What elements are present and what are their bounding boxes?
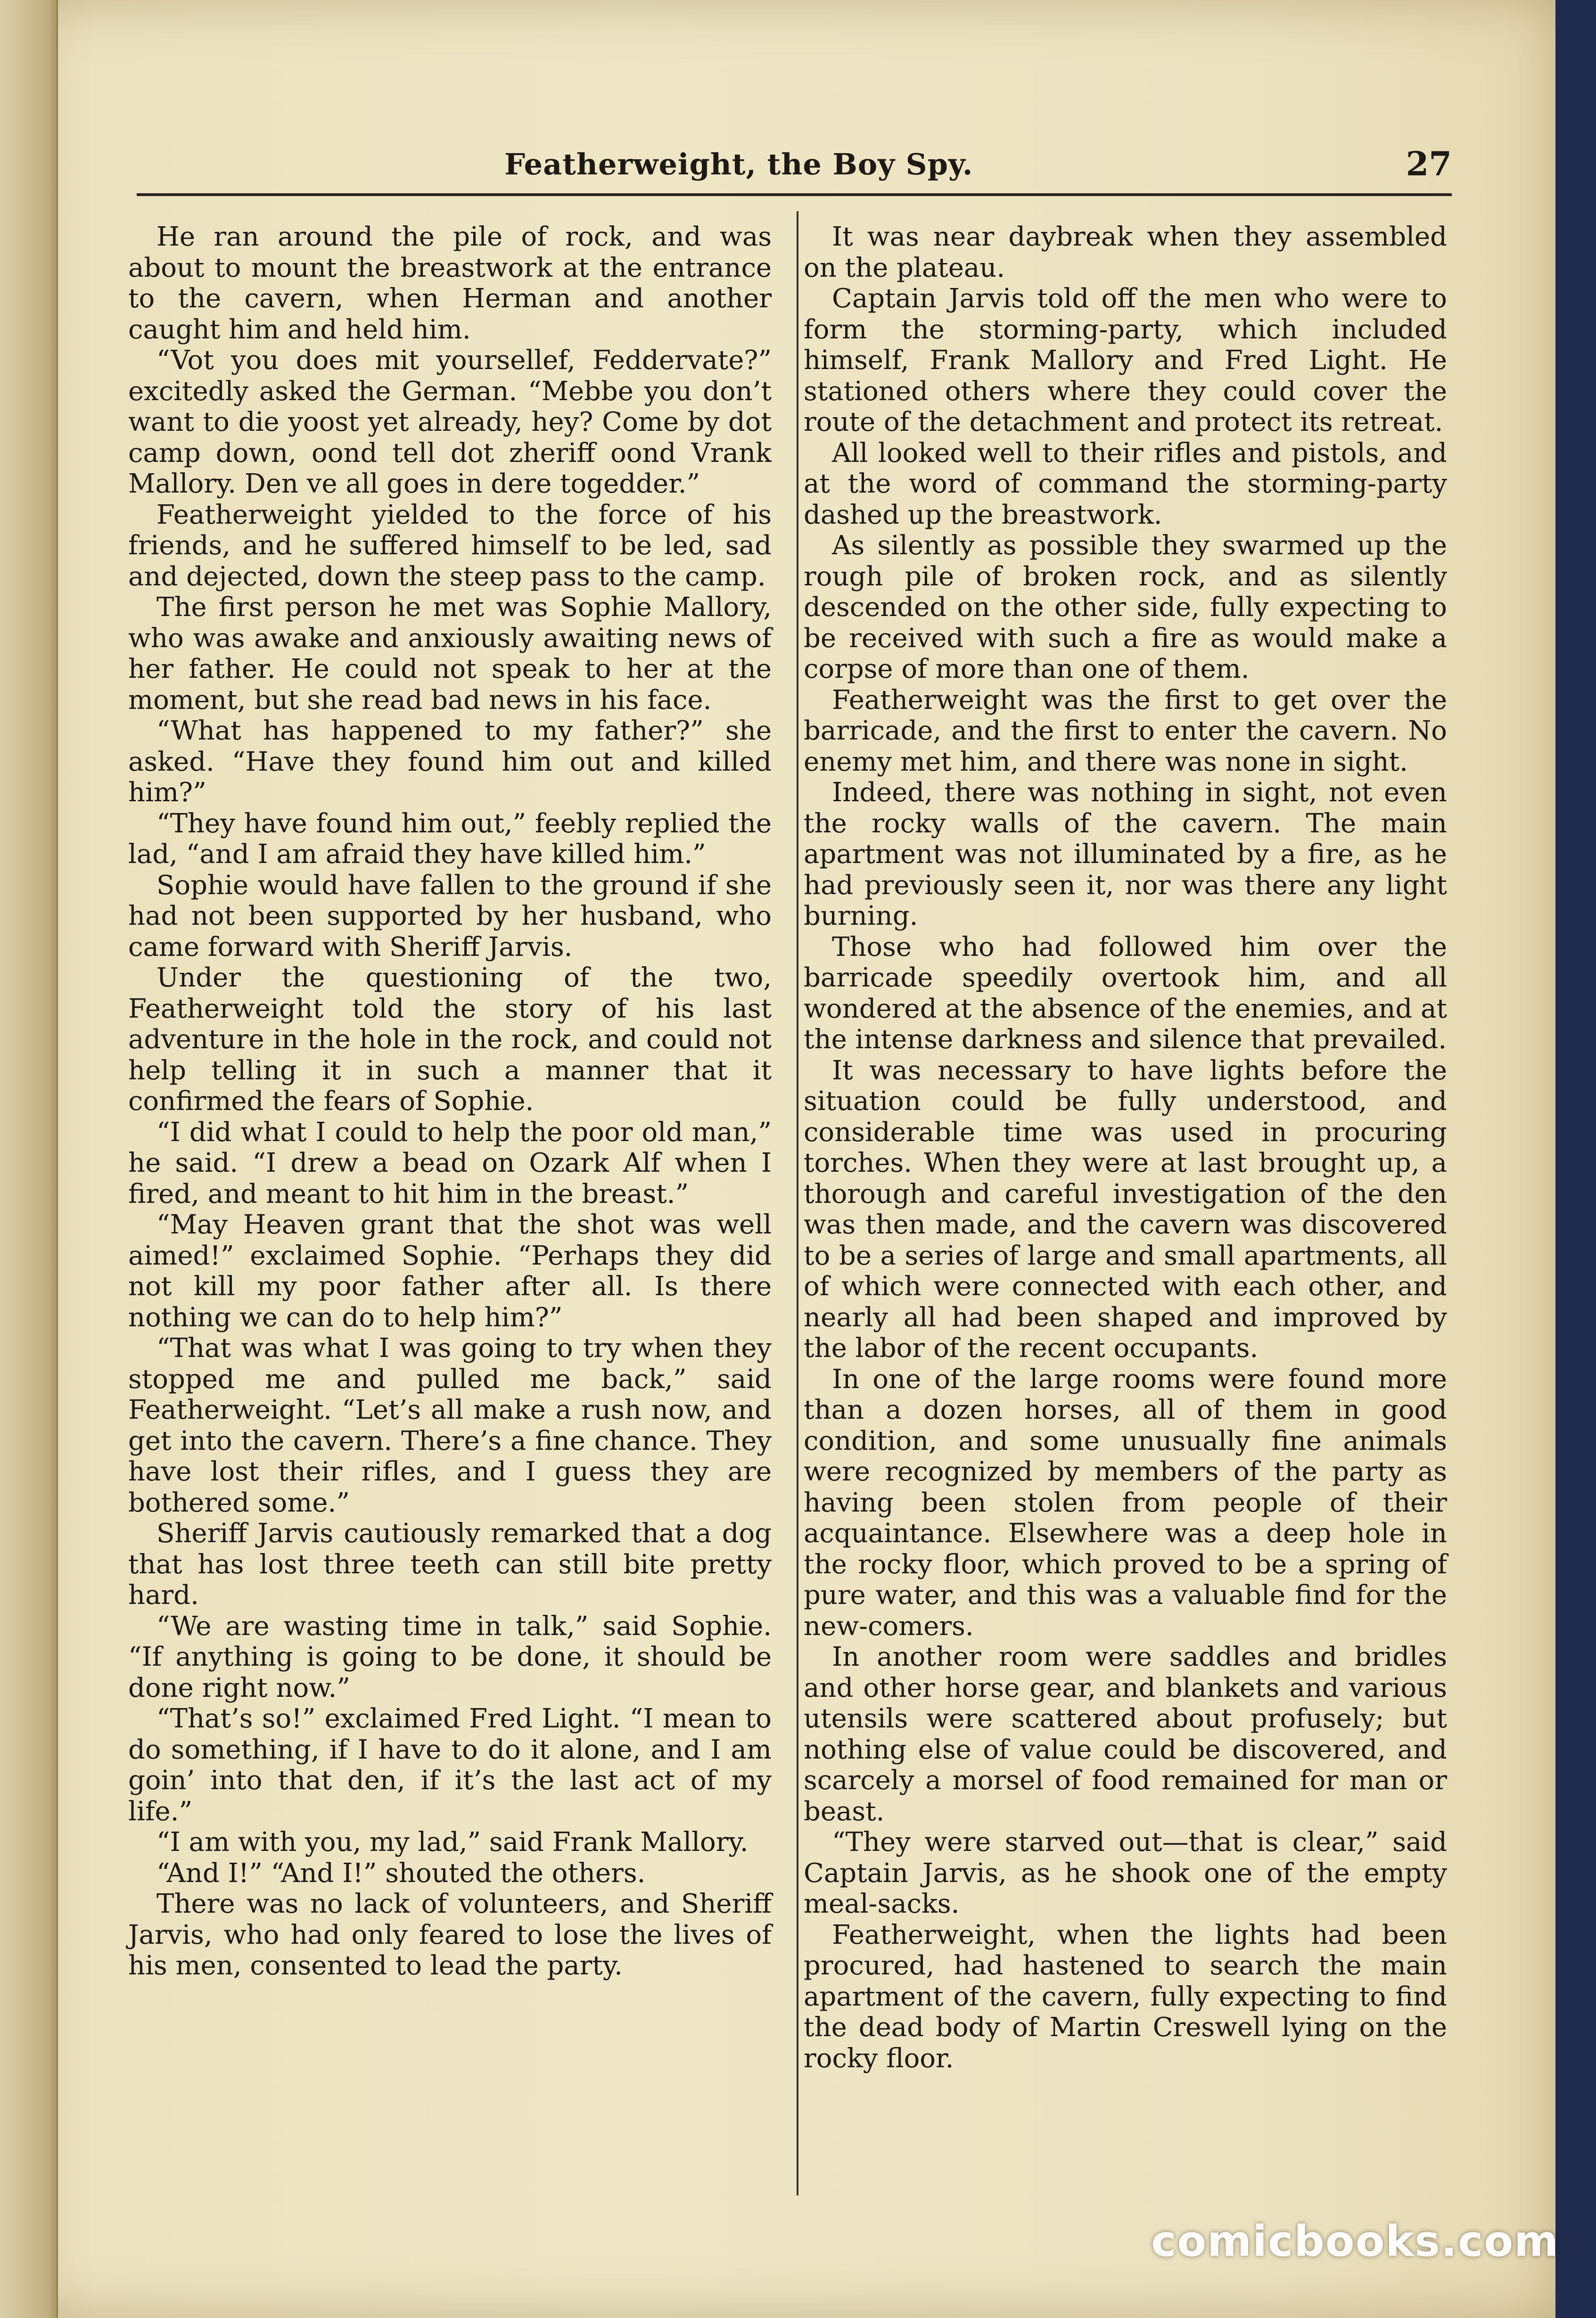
- paragraph: All looked well to their rifles and pistols, and at the word of command the storming-party dashed up the breastwork.: [804, 437, 1447, 530]
- right-column: [804, 222, 1447, 2192]
- paragraph: In one of the large rooms were found more than a dozen horses, all of them in good condition, and some unusually fine animals were recognized by members of the party as having been stolen from people of their acquaintance. Elsewhere was a deep hole in the rocky floor, which proved to be a spring of pure water, and this was a valuable find for the new-comers.: [804, 1364, 1447, 1642]
- paragraph: “I am with you, my lad,” said Frank Mallory.: [156, 1827, 749, 1858]
- paragraph: As silently as possible they swarmed up the rough pile of broken rock, and as silently descended on the other side, fully expecting to be received with such a fire as would make a corpse of more than one of them.: [804, 530, 1447, 684]
- paragraph: Sophie would have fallen to the ground if she had not been supported by her husband, who came forward with Sheriff Jarvis.: [128, 870, 772, 962]
- paragraph: Featherweight was the first to get over the barricade, and the first to enter the cavern. No enemy met him, and there was none in sight.: [804, 684, 1447, 777]
- paragraph: Those who had followed him over the barricade speedily overtook him, and all wondered at the absence of the enemies, and at the intense darkness and silence that prevailed.: [804, 931, 1447, 1055]
- paragraph: “I did what I could to help the poor old man,” he said. “I drew a bead on Ozark Alf when I fired, and meant to hit him in the breast.”: [128, 1117, 772, 1209]
- paragraph: It was necessary to have lights before the situation could be fully understood, and considerable time was used in procuring torches. When they were at last brought up, a thorough and careful investigation of the den was then made, and the cavern was discovered to be a series of large and small apartments, all of which were connected with each other, and nearly all had been shaped and improved by the labor of the recent occupants.: [804, 1055, 1447, 1364]
- paragraph: There was no lack of volunteers, and Sheriff Jarvis, who had only feared to lose the lives of his men, consented to lead the party.: [128, 1889, 772, 1981]
- paragraph: It was near daybreak when they assembled on the plateau.: [804, 222, 1447, 283]
- paragraph: Featherweight, when the lights had been procured, had hastened to search the main apartment of the cavern, fully expecting to find the dead body of Martin Creswell lying on the rocky floor.: [804, 1919, 1447, 2074]
- paragraph: “What has happened to my father?” she asked. “Have they found him out and killed him?”: [128, 715, 772, 808]
- paragraph: “Vot you does mit yoursellef, Feddervate?” excitedly asked the German. “Mebbe you don’t want to die yoost yet already, hey? Come by dot camp down, oond tell dot zheriff oond Vrank Mallory. Den ve all goes in dere togedder.”: [128, 345, 772, 499]
- paragraph: In another room were saddles and bridles and other horse gear, and blankets and various utensils were scattered about profusely; but nothing else of value could be discovered, and scarcely a morsel of food remained for man or beast.: [804, 1642, 1447, 1827]
- column-divider: [797, 211, 798, 2195]
- paragraph: He ran around the pile of rock, and was about to mount the breastwork at the entrance to the cavern, when Herman and another caught him and held him.: [128, 222, 772, 345]
- left-column: [128, 222, 772, 2192]
- page-number: 27: [1406, 144, 1452, 183]
- running-title: Featherweight, the Boy Spy.: [504, 147, 973, 181]
- paragraph: “They have found him out,” feebly replied the lad, “and I am afraid they have killed him.”: [128, 808, 772, 870]
- paragraph: “That was what I was going to try when they stopped me and pulled me back,” said Featherweight. “Let’s all make a rush now, and get into the cavern. There’s a fine chance. They have lost their rifles, and I guess they are bothered some.”: [128, 1333, 772, 1518]
- paragraph: The first person he met was Sophie Mallory, who was awake and anxiously awaiting news of her father. He could not speak to her at the moment, but she read bad news in his face.: [128, 592, 772, 715]
- paragraph: Under the questioning of the two, Featherweight told the story of his last adventure in the hole in the rock, and could not help telling it in such a manner that it confirmed the fears of Sophie.: [128, 962, 772, 1117]
- paragraph: “May Heaven grant that the shot was well aimed!” exclaimed Sophie. “Perhaps they did not kill my poor father after all. Is there nothing we can do to help him?”: [128, 1209, 772, 1333]
- paragraph: Sheriff Jarvis cautiously remarked that a dog that has lost three teeth can still bite pretty hard.: [128, 1518, 772, 1611]
- paragraph: “We are wasting time in talk,” said Sophie. “If anything is going to be done, it should be done right now.”: [128, 1611, 772, 1703]
- paragraph: Featherweight yielded to the force of his friends, and he suffered himself to be led, sad and dejected, down the steep pass to the camp.: [128, 499, 772, 592]
- header-rule: [137, 193, 1452, 196]
- paragraph: “And I!” “And I!” shouted the others.: [156, 1858, 646, 1889]
- page-gutter: [0, 0, 58, 2318]
- paragraph: “They were starved out—that is clear,” said Captain Jarvis, as he shook one of the empty meal-sacks.: [804, 1827, 1447, 1919]
- paragraph: “That’s so!” exclaimed Fred Light. “I mean to do something, if I have to do it alone, and I am goin’ into that den, if it’s the last act of my life.”: [128, 1703, 772, 1827]
- paragraph: Captain Jarvis told off the men who were to form the storming-party, which included himself, Frank Mallory and Fred Light. He stationed others where they could cover the route of the detachment and protect its retreat.: [804, 283, 1447, 437]
- paragraph: Indeed, there was nothing in sight, not even the rocky walls of the cavern. The main apartment was not illuminated by a fire, as he had previously seen it, nor was there any light burning.: [804, 777, 1447, 931]
- watermark: comicbooks.com: [1151, 2217, 1559, 2266]
- page-header: [137, 137, 1452, 189]
